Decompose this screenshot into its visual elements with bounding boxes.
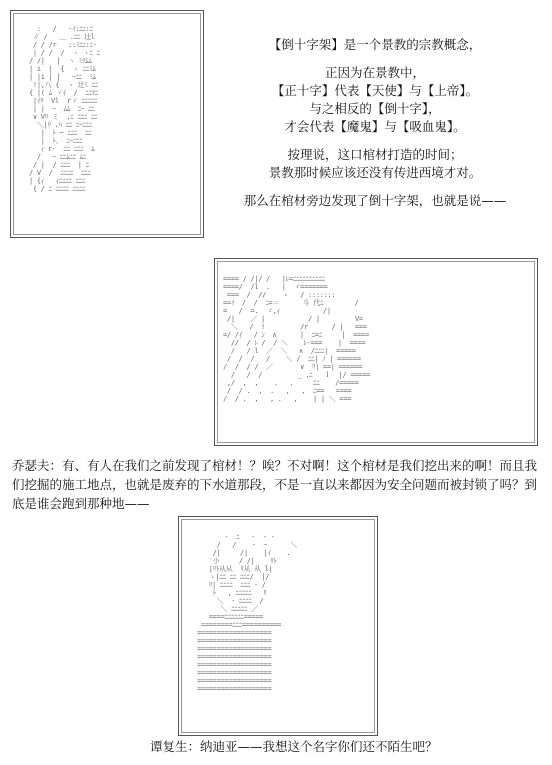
ascii-art-figure-1: : / -ｲ:ﾆﾆ:ﾆ ∥ / ＿ .ﾆﾆ 辻l / / /r ::ﾐﾆﾆ:ﾆ‐ | / / / ヽ ヽﾆ ﾆ / /| | ヽ ﾐﾏﾑﾑ | i | { ゝ ﾆﾆﾐﾑ | |i | | ｰﾆﾆ ﾐﾑ !|,八 { ゝ 辻ﾐ ﾆﾆ { |( ﾑ ヾｲ / ﾆﾆﾏﾆ |ｲﾘ Vl rヾ ﾆﾆﾆﾆﾆ | | ｰ ﾑﾑ ﾆｰ ﾆﾆ ∨ Vﾘ ミ ,ﾆ ﾆﾆﾆ ﾆﾆ ＼|ﾘ .ﾊ ﾆﾆ ﾆｰﾆﾆﾆ | ﾄ ~ ﾆﾆﾆ ﾆﾆ | ﾄ、 ﾆｰﾆﾆﾆ ｨ r‐ ﾆﾆ ﾆﾆﾆ ﾑ / ｰ ﾆﾆﾑﾆﾆ ﾑﾆ / | / ﾆﾆﾆ | ﾆ / V / ﾆﾆﾆﾆ ﾆﾆﾆ | {ｨ ｨﾆﾆﾆﾆ ﾆﾆﾆ { / ﾆ ﾆﾆﾆﾆ ﾆﾆﾆﾆ (29, 25, 100, 193)
dialog-joseph: 乔瑟夫：有、有人在我们之前发现了棺材！？唉？不对啊！这个棺材是我们挖出来的啊！而且我们挖掘的施工地点，也就是废弃的下水道那段，不是一直以来都因为安全问题而被封锁了吗？到底是谁会跑到那种地—— (12, 458, 538, 511)
narration-line-2: 正因为在景教中， (324, 65, 425, 80)
narration-line-3: 【正十字】代表【天使】与【上帝】。 (271, 83, 479, 98)
art-panel-1 (10, 10, 204, 238)
art-panel-3 (178, 516, 378, 736)
narration-line-5: 才会代表【魔鬼】与【吸血鬼】。 (284, 119, 466, 134)
ascii-art-figure-2: ‐ ﾆ ‐ ‐ ‐ / / ‐ ｰ ＼ /| /| |ｲ . ′小 / /| ﾘﾄ |ﾘﾄ从从 ﾘ从 从 l| ゝ|ﾆﾆ ﾆﾆ ﾆﾆﾆ/ |/ ﾘ| ﾆﾆﾆﾆ ﾆﾆﾆ ‐ / ﾄ , ﾆﾆﾆﾆﾆ ﾘ ＼ ‐ ﾆﾆﾆﾆ / ＼ ﾆﾆﾆﾆﾆ ／ ====ﾆﾆﾆﾆﾆﾆ===== ========ﾆﾆﾆ========== =================== =================== =================== =================== =================== =================== =================== =================== (197, 533, 297, 693)
ascii-art-scene: ==== / /|/ / |ﾚ=ﾆﾆﾆﾆﾆﾆﾆﾆﾆﾆ ====/ /l . | ゞ======= === / // ゝ / ::::::: ==ｲ / / ﾆ=＝ 斗 代ﾆ / = / =. ゞ,ｨ /| /| ／ | / | V= ＼ / ! /r / | === =/ /ｲ / ﾝ ∧ | ﾆ=ﾆ | ==== // / ﾚ / / ＼ ﾚ-=== | ==== / / l ／ ＼ ∧ /ﾆﾆﾆ| ===== / / / / ＼ / ﾆﾆ| ﾉ | ====== / / / / ／ ∨ ﾘ| ==| ====== / / / _ .ﾆ ｌ |/ ===== ,/ , , . . ﾆﾆ /===== / / . , . , , ﾆ== ==== / / . , , . , | | ＼ === (223, 275, 370, 403)
narration-line-6: 按理说，这口棺材打造的时间； (287, 147, 463, 162)
narration-line-7: 景教那时候应该还没有传进西境才对。 (268, 165, 482, 180)
narration-line-4: 与之相反的【倒十字】， (309, 101, 441, 116)
narration-line-8: 那么在棺材旁边发现了倒十字架，也就是说—— (243, 193, 507, 208)
art-panel-2 (214, 258, 538, 446)
narration-text (210, 36, 540, 210)
dialog-tan-fusheng: 谭复生：纳迪亚——我想这个名字你们还不陌生吧？ (150, 739, 438, 754)
narration-line-1: 【倒十字架】是一个景教的宗教概念， (268, 37, 482, 52)
